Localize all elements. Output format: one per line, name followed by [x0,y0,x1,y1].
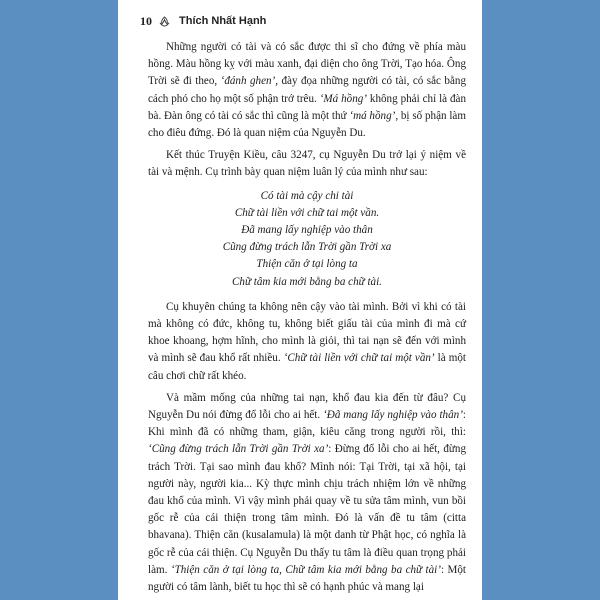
italic-quote: ‘Chữ tài liền với chữ tai một vần’ [283,352,435,365]
page-body [148,39,466,600]
text-run: Và mầm mống của những tai nạn, khổ đau kia đến từ đâu? Cụ Nguyễn Du nói đừng đổ lỗi cho ai hết. [148,391,466,422]
verse-line: Chữ tài liền với chữ tai một vần. [234,206,380,219]
text-run: , đày đọa những người có tài, có sắc bằng cách phó cho họ một số phận trớ trêu. [148,75,466,105]
paragraph [148,147,466,181]
italic-quote: ‘Thiện căn ở tại lòng ta, Chữ tâm kia mới bằng ba chữ tài’ [170,563,441,576]
author-name: Thích Nhất Hạnh [179,15,267,27]
italic-quote: ‘má hồng’ [349,109,396,122]
body-paragraphs-before [148,39,466,182]
paragraph [148,39,466,142]
text-run: Cụ khuyên chúng ta không nên cậy vào tài mình. Bởi vì khi có tài mà không có đức, không tu, không biết giấu tài của mình đi mà cứ khoe khoang, hợm hĩnh, cho mình là giỏi, thì tai nạn sẽ đến với mình và mình sẽ đau khổ rất nhiều. [148,300,466,365]
page-number: 10 [140,13,152,28]
italic-quote: ‘đánh ghen’ [220,75,276,88]
verse-line: Cũng đừng trách lẫn Trời gần Trời xa [222,241,392,254]
italic-quote: ‘Đã mang lấy nghiệp vào thân’ [323,409,463,422]
paragraph [148,299,466,385]
text-run: là một câu chơi chữ rất khéo. [148,352,466,382]
verse-line: Chữ tâm kia mới bằng ba chữ tài. [232,275,382,288]
verse-line: Thiện căn ở tại lòng ta [256,258,358,271]
verse-line: Có tài mà cậy chi tài [260,189,354,202]
italic-quote: ‘Cũng đừng trách lẫn Trời gần Trời xa’ [148,443,329,456]
lotus-logo-icon [158,15,171,28]
verse-block [148,188,466,291]
text-run: Kết thúc Truyện Kiều, câu 3247, cụ Nguyễn Du trở lại ý niệm về tài và mệnh. Cụ trình bày quan niệm luân lý của mình như sau: [148,149,466,179]
body-paragraphs-after [148,299,466,596]
text-run: Những người có tài và có sắc được thi sĩ cho đứng về phía màu hồng. Màu hồng kỵ với màu xanh, đại diện cho ông Trời, Tạo hóa. Ông Trời sẽ đi theo, [148,41,466,88]
italic-quote: ‘Má hồng’ [319,92,367,105]
text-run: : Một người có tâm lành, biết tu học thì sẽ có hạnh phúc và mang lại [148,563,466,594]
text-run: : Đừng đổ lỗi cho ai hết, đừng trách Trời. Tại sao mình đau khổ? Mình nói: Tại Trời, tại xã hội, tại người này, người kia... Kỳ thực mình chịu trách nhiệm lớn về những đau khổ của mình. Vì vậy mình phải quay về tu sửa tâm mình, vun bồi gốc rễ của cái thiện trong tâm mình. Đó là vấn đề tu tâm (citta bhavana). Thiện căn (kusalamula) là một danh từ Phật học, có nghĩa là gốc rễ của cái thiện. Cụ Nguyễn Du thấy tu tâm là điều quan trọng phải làm. [148,443,466,576]
verse-line: Đã mang lấy nghiệp vào thân [241,224,373,237]
text-run: : Khi mình đã có những tham, giận, kiêu căng trong người rồi, thì: [148,409,466,439]
text-run: , bị số phận làm cho điêu đứng. Đó là quan niệm của Nguyễn Du. [148,109,466,140]
page-header [140,13,266,29]
paragraph [148,390,466,596]
text-run: không phải chỉ là đàn bà. Đàn ông có tài có sắc thì cũng là một thứ [148,92,467,122]
book-page [118,0,482,600]
